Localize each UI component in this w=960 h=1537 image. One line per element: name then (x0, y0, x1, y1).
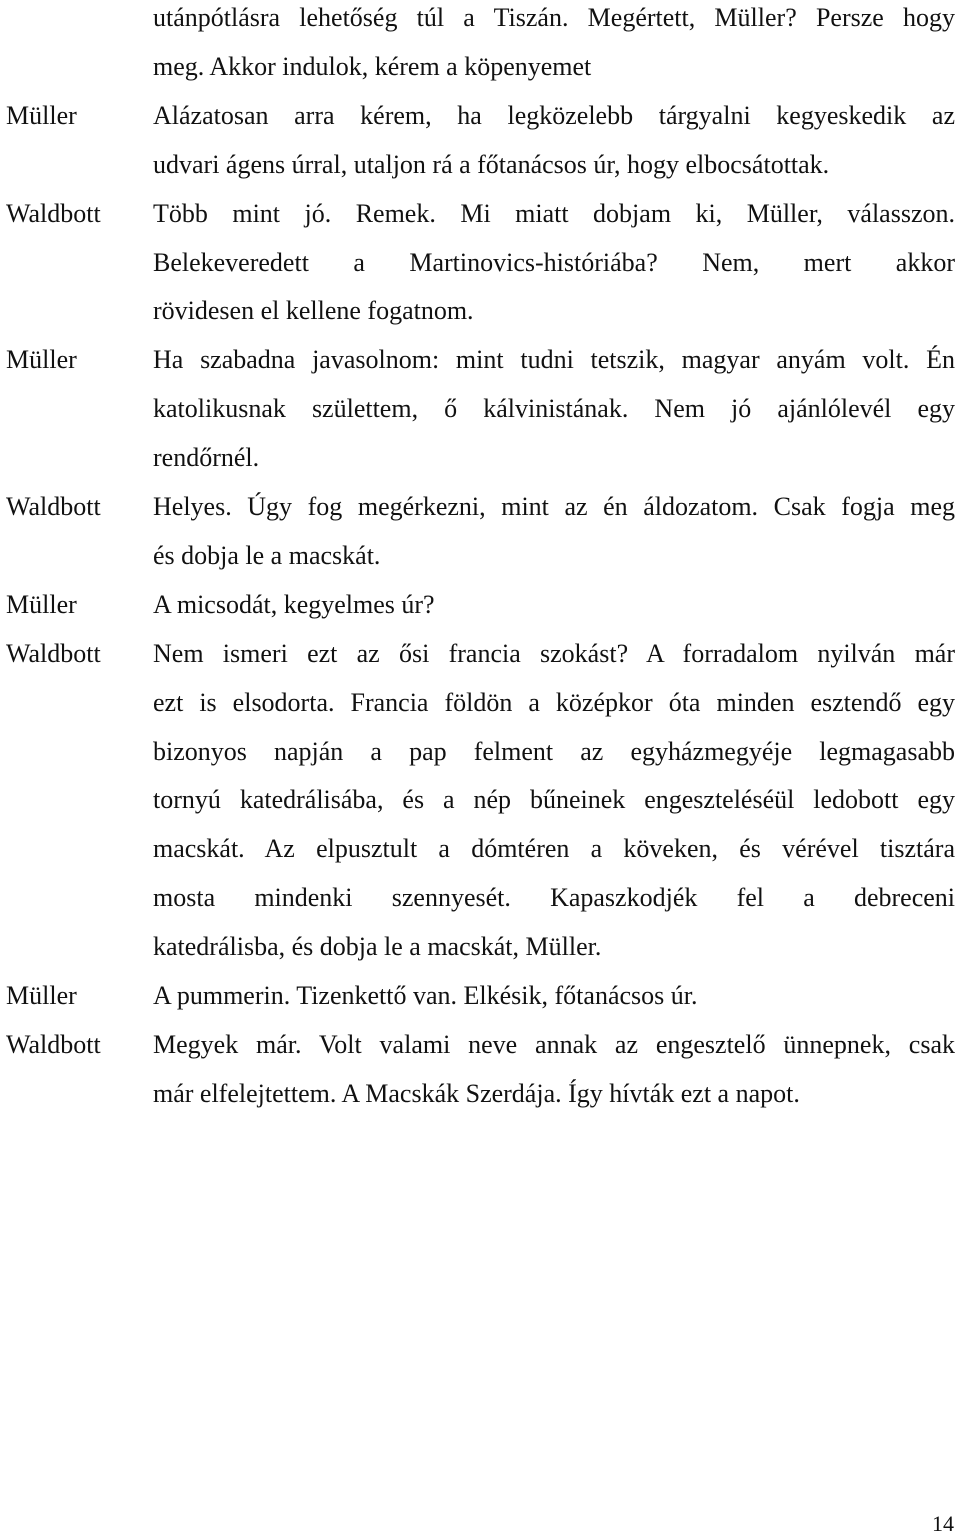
dialogue-line (0, 199, 960, 248)
dialogue-text: Több mint jó. Remek. Mi miatt dobjam ki, Müller, válasszon. (153, 198, 955, 228)
dialogue-line (0, 492, 960, 541)
dialogue-text: Alázatosan arra kérem, ha legközelebb tárgyalni kegyeskedik az (153, 100, 955, 130)
dialogue-text: katolikusnak születtem, ő kálvinistának. Nem jó ajánlólevél egy (153, 394, 955, 424)
dialogue-line (0, 590, 960, 639)
dialogue-line (0, 248, 960, 297)
dialogue-text: ezt is elsodorta. Francia földön a középkor óta minden esztendő egy (153, 687, 955, 717)
speaker-name: Waldbott (6, 198, 101, 228)
dialogue-text: Nem ismeri ezt az ősi francia szokást? A forradalom nyilván már (153, 638, 955, 668)
dialogue-text: rövidesen el kellene fogatnom. (153, 296, 474, 326)
speaker-name: Waldbott (6, 638, 101, 668)
speaker-name: Müller (6, 981, 77, 1010)
dialogue-text: rendőrnél. (153, 443, 260, 473)
dialogue-text: és dobja le a macskát. (153, 540, 381, 570)
dialogue-line (0, 296, 960, 345)
dialogue-line (0, 101, 960, 150)
dialogue-line (0, 639, 960, 688)
dialogue-line (0, 834, 960, 883)
dialogue-text: udvari ágens úrral, utaljon rá a főtanácsos úr, hogy elbocsátottak. (153, 149, 830, 179)
dialogue-text: A micsodát, kegyelmes úr? (153, 589, 435, 619)
page-number: 14 (932, 1511, 954, 1536)
dialogue-text: Belekeveredett a Martinovics-históriába? Nem, mert akkor (153, 247, 955, 277)
dialogue-text: tornyú katedrálisába, és a nép bűneinek engeszteléséül ledobott egy (153, 785, 955, 815)
dialogue-text: Megyek már. Volt valami neve annak az engesztelő ünnepnek, csak (153, 1029, 955, 1059)
dialogue-line (0, 1079, 960, 1128)
dialogue-line (0, 541, 960, 590)
dialogue-line (0, 737, 960, 786)
dialogue-text: mosta mindenki szennyesét. Kapaszkodjék fel a debreceni (153, 883, 955, 913)
dialogue-text: bizonyos napján a pap felment az egyházmegyéje legmagasabb (153, 736, 955, 766)
dialogue-text: utánpótlásra lehetőség túl a Tiszán. Megértett, Müller? Persze hogy (153, 3, 955, 32)
speaker-name: Müller (6, 345, 77, 375)
dialogue-line (0, 150, 960, 199)
dialogue-text: már elfelejtettem. A Macskák Szerdája. Így hívták ezt a napot. (153, 1078, 800, 1108)
dialogue-line (0, 345, 960, 394)
dialogue-text: A pummerin. Tizenkettő van. Elkésik, főtanácsos úr. (153, 981, 698, 1010)
speaker-name: Waldbott (6, 1029, 101, 1059)
dialogue-text: Ha szabadna javasolnom: mint tudni tetszik, magyar anyám volt. Én (153, 345, 955, 375)
dialogue-line (0, 981, 960, 1030)
dialogue-line (0, 688, 960, 737)
dialogue-line (0, 3, 960, 52)
dialogue-line (0, 52, 960, 101)
dialogue-line (0, 443, 960, 492)
dialogue-line (0, 785, 960, 834)
dialogue-line (0, 932, 960, 981)
dialogue-text: Helyes. Úgy fog megérkezni, mint az én áldozatom. Csak fogja meg (153, 492, 955, 521)
speaker-name: Müller (6, 100, 77, 130)
dialogue-line (0, 394, 960, 443)
dialogue-line (0, 883, 960, 932)
speaker-name: Müller (6, 589, 77, 619)
dialogue-text: katedrálisba, és dobja le a macskát, Müller. (153, 932, 602, 962)
dialogue-text: macskát. Az elpusztult a dómtéren a köveken, és vérével tisztára (153, 834, 955, 864)
dialogue-text: meg. Akkor indulok, kérem a köpenyemet (153, 51, 592, 81)
speaker-name: Waldbott (6, 492, 101, 521)
dialogue-line (0, 1030, 960, 1079)
